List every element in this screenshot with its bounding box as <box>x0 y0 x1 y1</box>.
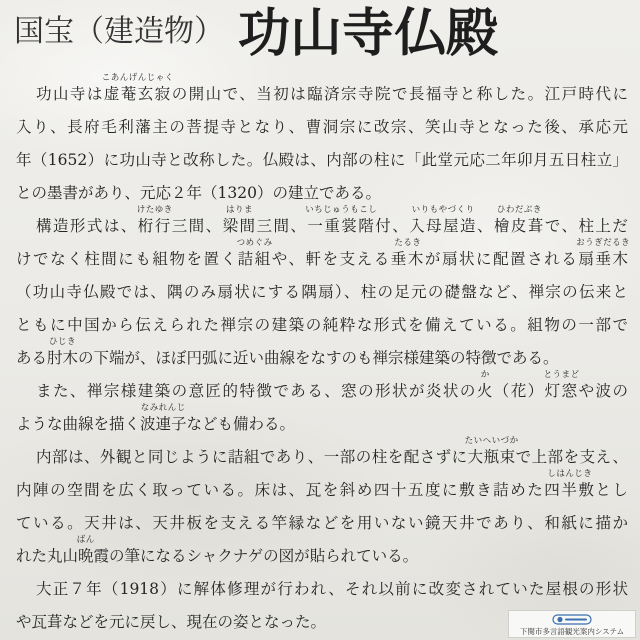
text-run: 年（1652）に功山寺と改称した。仏殿は、内部の柱に「此堂元応二年卯月五日柱立」 <box>16 151 628 169</box>
text-run: なども備わる。 <box>186 415 296 433</box>
paragraph <box>0 73 640 210</box>
ruby-base: 入母屋造 <box>409 217 477 235</box>
ruby-base: 一重裳階 <box>307 217 376 235</box>
ruby-word <box>136 205 173 235</box>
text-run: また、禅宗様建築の意匠的特徴である、窓の形状が炎状の <box>36 382 477 400</box>
ruby-word <box>236 238 273 268</box>
paragraph <box>0 370 640 441</box>
ruby-reading: はりま <box>226 205 254 215</box>
ruby-reading: いちじゅうもこし <box>305 205 378 215</box>
ruby-base: 虚菴玄寂 <box>103 85 172 103</box>
text-run: ような曲線を描く <box>16 415 141 433</box>
ruby-base: 波連子 <box>140 415 187 433</box>
text-line <box>36 370 628 408</box>
title-name: 功山寺仏殿 <box>238 4 499 64</box>
text-run: 霞の筆になるシャクナゲの図が貼られている。 <box>93 547 419 565</box>
text-run: ある <box>16 349 48 367</box>
ruby-word <box>222 205 257 235</box>
ruby-word <box>409 205 477 235</box>
ruby-reading: ひじき <box>49 337 77 347</box>
ruby-word <box>493 205 545 235</box>
text-run: れた丸山 <box>16 547 79 565</box>
ruby-word <box>476 370 494 400</box>
ruby-base: 垂木 <box>390 250 425 268</box>
ruby-word <box>47 337 79 367</box>
text-line <box>16 144 628 177</box>
ruby-base: 火 <box>476 382 494 400</box>
ruby-reading: ばん <box>76 535 95 545</box>
text-run: とし <box>595 481 628 499</box>
ruby-base: 晩 <box>78 547 94 565</box>
ruby-reading: なみれんじ <box>140 403 186 413</box>
text-run: けでなく柱間にも組物を置く <box>16 250 238 268</box>
text-run: （功山寺仏殿では、隅のみ扇状にする隅扇）、柱の足元の礎盤など、禅宗の伝来と <box>16 283 628 301</box>
description-text <box>0 73 640 639</box>
tourism-guide-logo <box>508 610 636 638</box>
ruby-word <box>390 238 425 268</box>
text-line <box>16 507 628 540</box>
text-run: 三間、 <box>171 217 223 235</box>
text-line <box>36 436 628 474</box>
ruby-reading: たるき <box>394 238 422 248</box>
ruby-word <box>140 403 187 433</box>
text-line <box>16 111 628 144</box>
text-run: の下端が、ほぼ円弧に近い曲線をなすのも禅宗様建築の特徴である。 <box>78 349 559 367</box>
text-run: 構造形式は、 <box>36 217 138 235</box>
text-line <box>16 535 628 573</box>
text-run: ともに中国から伝えられた禅宗の建築の純粋な形式を備えている。組物の一部で <box>16 316 628 334</box>
text-line <box>16 238 631 276</box>
ruby-base: 檜皮葺 <box>493 217 545 235</box>
text-run: や瓦葺などを元に戻し、現在の姿となった。 <box>16 613 327 631</box>
ruby-reading: しはんじき <box>547 469 593 479</box>
text-line <box>36 205 628 243</box>
text-run: 付、 <box>375 217 410 235</box>
ruby-base: 四半敷 <box>544 481 596 499</box>
text-run: や波の <box>578 382 628 400</box>
text-run: や、軒を支える <box>271 250 391 268</box>
text-run: 入り、長府毛利藩主の菩提寺となり、曹洞宗に改宗、笑山寺となった後、承応元 <box>16 118 628 136</box>
ruby-reading: つめぐみ <box>236 238 273 248</box>
paragraph <box>0 205 640 375</box>
ruby-reading: か <box>480 370 490 380</box>
text-line <box>16 309 628 342</box>
ruby-base: 詰組 <box>237 250 272 268</box>
text-run: 三間、 <box>256 217 308 235</box>
text-line <box>16 469 628 507</box>
ruby-reading: こあんげんじゃく <box>101 73 174 83</box>
text-run: で上部を支え、 <box>515 448 628 466</box>
ruby-base: 桁行 <box>137 217 172 235</box>
tourism-logo-icon <box>509 613 635 627</box>
text-line <box>16 403 628 441</box>
ruby-base: 扇垂木 <box>578 250 628 268</box>
page-title <box>0 0 640 72</box>
text-line <box>36 573 628 606</box>
ruby-reading: たいへいづか <box>464 436 519 446</box>
text-run: 功山寺は <box>36 85 104 103</box>
ruby-word <box>101 73 174 103</box>
ruby-word <box>464 436 519 466</box>
ruby-base: 大瓶束 <box>467 448 516 466</box>
ruby-word <box>543 370 580 400</box>
ruby-base: 梁間 <box>222 217 257 235</box>
text-line <box>36 73 628 111</box>
text-run: ている。天井は、天井板を支える竿縁などを用いない鏡天井であり、和紙に描か <box>16 514 628 532</box>
text-run: 内部は、外観と同じように詰組であり、一部の柱を配さずに <box>36 448 468 466</box>
text-run: 大正７年（1918）に解体修理が行われ、それ以前に改変されていた屋根の形状 <box>36 580 628 598</box>
text-run: （花） <box>493 382 545 400</box>
text-line <box>16 337 628 375</box>
ruby-word <box>76 535 95 565</box>
text-run: との墨書があり、元応２年（1320）の建立である。 <box>16 184 381 202</box>
ruby-reading: けたゆき <box>136 205 173 215</box>
ruby-word <box>544 469 596 499</box>
ruby-reading: おうぎだるき <box>576 238 631 248</box>
ruby-word <box>576 238 631 268</box>
ruby-reading: とうまど <box>543 370 580 380</box>
ruby-reading: いりもやづくり <box>411 205 475 215</box>
ruby-base: 肘木 <box>47 349 79 367</box>
logo-text: 下関市多言語観光案内システム <box>519 627 625 636</box>
ruby-word <box>305 205 378 235</box>
text-line <box>16 276 628 309</box>
text-run: が扇状に配置される <box>424 250 579 268</box>
paragraph <box>0 436 640 573</box>
text-run: の開山で、当初は臨済宗寺院で長福寺と称した。江戸時代に <box>171 85 628 103</box>
text-run: 、 <box>477 217 494 235</box>
ruby-base: 灯窓 <box>544 382 579 400</box>
text-run: 内陣の空間を広く取っている。床は、瓦を斜め四十五度に敷き詰めた <box>16 481 545 499</box>
title-category: 国宝（建造物） <box>14 14 224 49</box>
text-run: で、柱上だ <box>544 217 628 235</box>
ruby-reading: ひわだぶき <box>496 205 542 215</box>
